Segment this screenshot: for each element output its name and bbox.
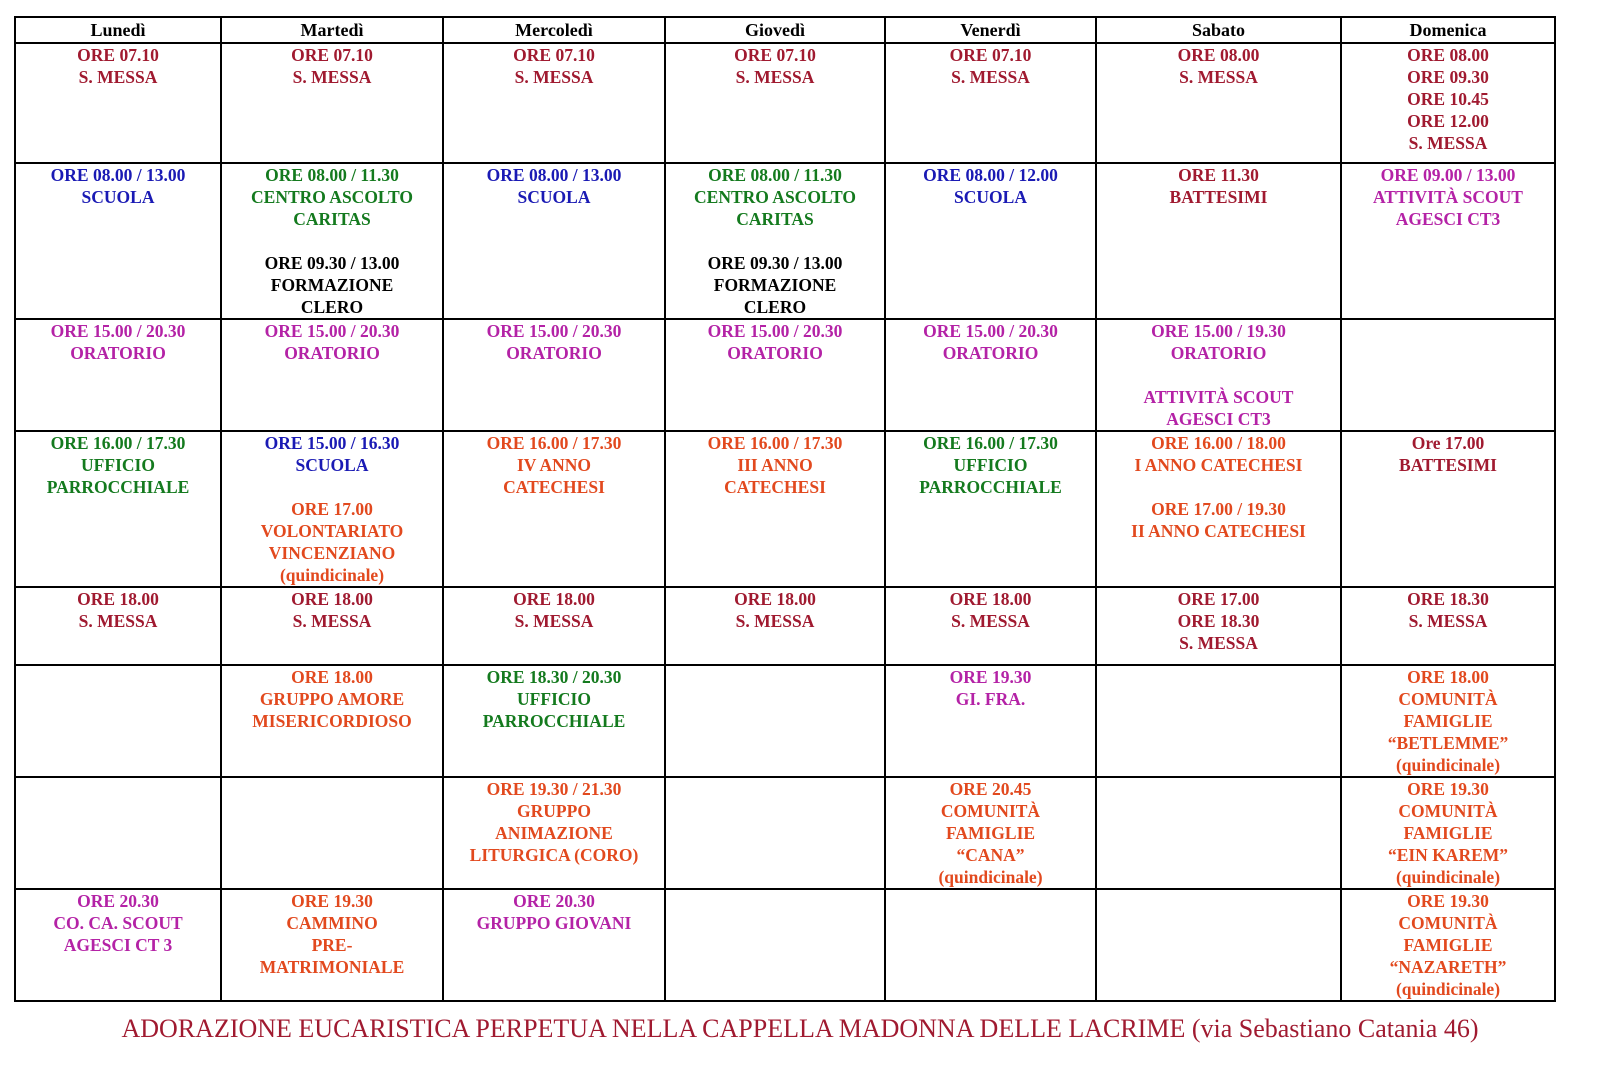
schedule-line: ORE 18.00 [77,589,159,609]
schedule-line: ORE 19.30 / 21.30 [486,779,622,799]
schedule-cell-friday [885,665,1096,777]
schedule-cell-saturday [1096,587,1341,665]
schedule-cell-thursday [665,431,885,587]
schedule-line: (quindicinale) [1395,755,1501,775]
schedule-line: LITURGICA (CORO) [469,845,639,865]
schedule-line [1099,364,1338,386]
day-header-sunday: Domenica [1341,17,1555,43]
footer-note: ADORAZIONE EUCARISTICA PERPETUA NELLA CAPPELLA MADONNA DELLE LACRIME (via Sebastiano Catania 46) [121,1014,1479,1043]
schedule-line: S. MESSA [951,611,1030,631]
schedule-cell-monday [15,665,221,777]
schedule-cell-monday [15,319,221,431]
schedule-line: ORE 08.00 [1407,45,1489,65]
schedule-line: CATECHESI [503,477,605,497]
schedule-line: FORMAZIONE [270,275,394,295]
schedule-line: S. MESSA [292,67,372,87]
schedule-line: ORE 18.00 [1407,667,1489,687]
schedule-line: (quindicinale) [279,565,385,585]
schedule-cell-friday [885,777,1096,889]
schedule-line: ORE 19.30 [1407,891,1489,911]
schedule-line: ORE 18.00 [291,667,373,687]
schedule-line: ORE 18.00 [949,589,1032,609]
schedule-line: “BETLEMME” [1387,733,1509,753]
schedule-line: FORMAZIONE [713,275,837,295]
schedule-line: “CANA” [956,845,1025,865]
schedule-line: FAMIGLIE [1403,823,1493,843]
schedule-line: S. MESSA [78,67,158,87]
schedule-line: ORE 08.00 / 11.30 [265,165,399,185]
schedule-line: S. MESSA [951,67,1030,87]
schedule-line: ANIMAZIONE [495,823,613,843]
schedule-cell-saturday [1096,777,1341,889]
schedule-line: ORE 17.00 [291,499,373,519]
schedule-line: ORE 18.30 / 20.30 [486,667,622,687]
schedule-line: PARROCCHIALE [482,711,626,731]
schedule-line: CLERO [743,297,807,317]
schedule-line: ORE 09.30 / 13.00 [264,253,400,273]
schedule-line: Ore 17.00 [1411,433,1485,453]
schedule-cell-thursday [665,777,885,889]
schedule-cell-tuesday [221,777,443,889]
schedule-line: (quindicinale) [1395,979,1501,999]
schedule-line [1099,476,1338,498]
schedule-line: ORATORIO [284,343,380,363]
schedule-line: CARITAS [293,209,371,229]
schedule-line: ORE 15.00 / 20.30 [264,321,400,341]
schedule-line: ORATORIO [727,343,823,363]
schedule-line: AGESCI CT3 [1166,409,1271,429]
schedule-line: ORE 07.10 [77,45,159,65]
schedule-line: FAMIGLIE [1403,935,1493,955]
day-header-thursday: Giovedì [665,17,885,43]
schedule-cell-wednesday [443,43,665,163]
schedule-line: S. MESSA [1408,611,1488,631]
schedule-line: PRE- [311,935,353,955]
schedule-line: MISERICORDIOSO [252,711,412,731]
schedule-line: ORE 15.00 / 20.30 [707,321,843,341]
schedule-line: CAMMINO [286,913,378,933]
schedule-line: ORE 15.00 / 20.30 [923,321,1058,341]
schedule-cell-wednesday [443,777,665,889]
schedule-cell-sunday [1341,665,1555,777]
schedule-line [668,230,882,252]
schedule-line: (quindicinale) [938,867,1043,887]
schedule-cell-thursday [665,163,885,319]
schedule-line: GRUPPO GIOVANI [476,913,632,933]
schedule-line: CENTRO ASCOLTO [251,187,413,207]
weekly-schedule-table [14,16,1556,1002]
schedule-line: ORE 19.30 [949,667,1032,687]
schedule-cell-monday [15,163,221,319]
day-header-wednesday: Mercoledì [443,17,665,43]
schedule-line: III ANNO [737,455,813,475]
schedule-cell-tuesday [221,43,443,163]
schedule-cell-friday [885,43,1096,163]
schedule-cell-sunday [1341,587,1555,665]
day-header-tuesday: Martedì [221,17,443,43]
schedule-cell-thursday [665,319,885,431]
schedule-cell-sunday [1341,43,1555,163]
schedule-line: ORE 08.00 [1177,45,1260,65]
schedule-cell-tuesday [221,587,443,665]
schedule-cell-sunday [1341,889,1555,1001]
schedule-cell-saturday [1096,889,1341,1001]
schedule-row [15,43,1555,163]
schedule-row [15,163,1555,319]
schedule-cell-friday [885,431,1096,587]
day-header-monday: Lunedì [15,17,221,43]
schedule-line: II ANNO CATECHESI [1131,521,1306,541]
schedule-cell-thursday [665,587,885,665]
schedule-line: ORE 15.00 / 16.30 [264,433,400,453]
schedule-body [15,43,1555,1001]
schedule-line: SCUOLA [81,187,155,207]
schedule-line: IV ANNO [516,455,592,475]
schedule-cell-sunday [1341,431,1555,587]
schedule-line: SCUOLA [517,187,591,207]
schedule-line: GRUPPO AMORE [259,689,405,709]
schedule-line: (quindicinale) [1395,867,1501,887]
schedule-row [15,431,1555,587]
schedule-cell-friday [885,319,1096,431]
schedule-line: UFFICIO [81,455,155,475]
schedule-line [224,476,440,498]
schedule-row [15,319,1555,431]
schedule-row [15,889,1555,1001]
schedule-line: FAMIGLIE [945,823,1036,843]
schedule-line: ORE 16.00 / 18.00 [1151,433,1286,453]
schedule-line: ORE 07.10 [291,45,373,65]
schedule-line: ORE 18.30 [1177,611,1260,631]
schedule-line: UFFICIO [517,689,591,709]
schedule-line: SCUOLA [954,187,1027,207]
schedule-line: S. MESSA [1179,633,1258,653]
schedule-line: ORE 20.30 [513,891,595,911]
schedule-row [15,777,1555,889]
schedule-line: ORE 07.10 [513,45,595,65]
schedule-line: ORE 20.45 [949,779,1032,799]
schedule-line: ORE 20.30 [77,891,159,911]
schedule-line: S. MESSA [735,611,815,631]
schedule-line: ORE 12.00 [1407,111,1489,131]
schedule-line: ORE 18.00 [291,589,373,609]
schedule-line: ORE 18.30 [1407,589,1489,609]
schedule-line: ORATORIO [506,343,602,363]
schedule-line: ORATORIO [942,343,1039,363]
schedule-line: ORE 07.10 [949,45,1032,65]
schedule-cell-wednesday [443,587,665,665]
schedule-line: ORE 09.30 [1407,67,1489,87]
schedule-line: ORE 16.00 / 17.30 [50,433,186,453]
schedule-line: ORE 09.30 / 13.00 [707,253,843,273]
schedule-line: PARROCCHIALE [46,477,190,497]
schedule-line: SCUOLA [295,455,369,475]
schedule-line: CARITAS [736,209,814,229]
schedule-cell-thursday [665,665,885,777]
day-header-saturday: Sabato [1096,17,1341,43]
schedule-line: ORE 08.00 / 13.00 [50,165,186,185]
schedule-cell-saturday [1096,431,1341,587]
schedule-row [15,587,1555,665]
schedule-cell-wednesday [443,431,665,587]
schedule-line: CATECHESI [724,477,826,497]
schedule-cell-saturday [1096,319,1341,431]
schedule-line: VOLONTARIATO [260,521,404,541]
schedule-cell-friday [885,587,1096,665]
schedule-line: S. MESSA [1179,67,1258,87]
schedule-cell-sunday [1341,163,1555,319]
schedule-line: BATTESIMI [1169,187,1268,207]
schedule-line: ORE 19.30 [1407,779,1489,799]
schedule-cell-monday [15,431,221,587]
schedule-line: CLERO [300,297,364,317]
schedule-line: S. MESSA [514,611,594,631]
schedule-line: COMUNITÀ [940,801,1041,821]
schedule-line: S. MESSA [78,611,158,631]
schedule-line: VINCENZIANO [268,543,396,563]
schedule-cell-sunday [1341,319,1555,431]
schedule-line: ORE 19.30 [291,891,373,911]
schedule-cell-thursday [665,889,885,1001]
schedule-line: ORATORIO [1170,343,1267,363]
schedule-line: “NAZARETH” [1389,957,1507,977]
schedule-cell-wednesday [443,319,665,431]
schedule-line: ORATORIO [70,343,166,363]
schedule-line: ORE 10.45 [1407,89,1489,109]
schedule-line: S. MESSA [1408,133,1488,153]
schedule-line: ORE 16.00 / 17.30 [923,433,1058,453]
schedule-line: ORE 08.00 / 12.00 [923,165,1058,185]
schedule-line: ORE 17.00 / 19.30 [1151,499,1286,519]
schedule-line: PARROCCHIALE [919,477,1062,497]
schedule-line: ORE 15.00 / 19.30 [1151,321,1286,341]
schedule-row [15,665,1555,777]
schedule-line: ATTIVITÀ SCOUT [1143,387,1294,407]
schedule-cell-friday [885,889,1096,1001]
schedule-cell-friday [885,163,1096,319]
schedule-line: GRUPPO [517,801,591,821]
schedule-line: ORE 07.10 [734,45,816,65]
schedule-cell-tuesday [221,163,443,319]
schedule-line: FAMIGLIE [1403,711,1493,731]
schedule-line: ORE 16.00 / 17.30 [486,433,622,453]
schedule-line: ORE 18.00 [513,589,595,609]
schedule-line [224,230,440,252]
schedule-cell-thursday [665,43,885,163]
schedule-line: COMUNITÀ [1398,801,1498,821]
schedule-cell-monday [15,889,221,1001]
schedule-line: S. MESSA [514,67,594,87]
schedule-line: S. MESSA [292,611,372,631]
schedule-cell-monday [15,777,221,889]
schedule-cell-wednesday [443,889,665,1001]
schedule-line: “EIN KAREM” [1387,845,1509,865]
schedule-line: AGESCI CT 3 [63,935,173,955]
schedule-line: ATTIVITÀ SCOUT [1373,187,1523,207]
day-header-row [15,17,1555,43]
schedule-cell-saturday [1096,163,1341,319]
schedule-cell-monday [15,43,221,163]
schedule-cell-monday [15,587,221,665]
schedule-cell-wednesday [443,665,665,777]
schedule-cell-saturday [1096,665,1341,777]
schedule-cell-wednesday [443,163,665,319]
schedule-line: I ANNO CATECHESI [1134,455,1303,475]
schedule-cell-sunday [1341,777,1555,889]
schedule-line: CENTRO ASCOLTO [694,187,856,207]
schedule-line: ORE 18.00 [734,589,816,609]
schedule-line: ORE 08.00 / 13.00 [486,165,622,185]
schedule-line: COMUNITÀ [1398,689,1498,709]
schedule-line: ORE 09.00 / 13.00 [1380,165,1516,185]
schedule-cell-tuesday [221,319,443,431]
schedule-line: ORE 15.00 / 20.30 [50,321,186,341]
schedule-line: BATTESIMI [1399,455,1497,475]
schedule-cell-tuesday [221,889,443,1001]
schedule-cell-tuesday [221,665,443,777]
schedule-cell-saturday [1096,43,1341,163]
schedule-line: AGESCI CT3 [1395,209,1501,229]
schedule-line: ORE 17.00 [1177,589,1260,609]
schedule-line: CO. CA. SCOUT [53,913,183,933]
schedule-line: MATRIMONIALE [259,957,405,977]
schedule-cell-tuesday [221,431,443,587]
schedule-line: COMUNITÀ [1398,913,1498,933]
schedule-line: GI. FRA. [955,689,1026,709]
schedule-line: ORE 16.00 / 17.30 [707,433,843,453]
schedule-line: UFFICIO [953,455,1028,475]
day-header-friday: Venerdì [885,17,1096,43]
schedule-line: S. MESSA [735,67,815,87]
schedule-line: ORE 08.00 / 11.30 [708,165,842,185]
schedule-line: ORE 15.00 / 20.30 [486,321,622,341]
schedule-line: ORE 11.30 [1178,165,1259,185]
